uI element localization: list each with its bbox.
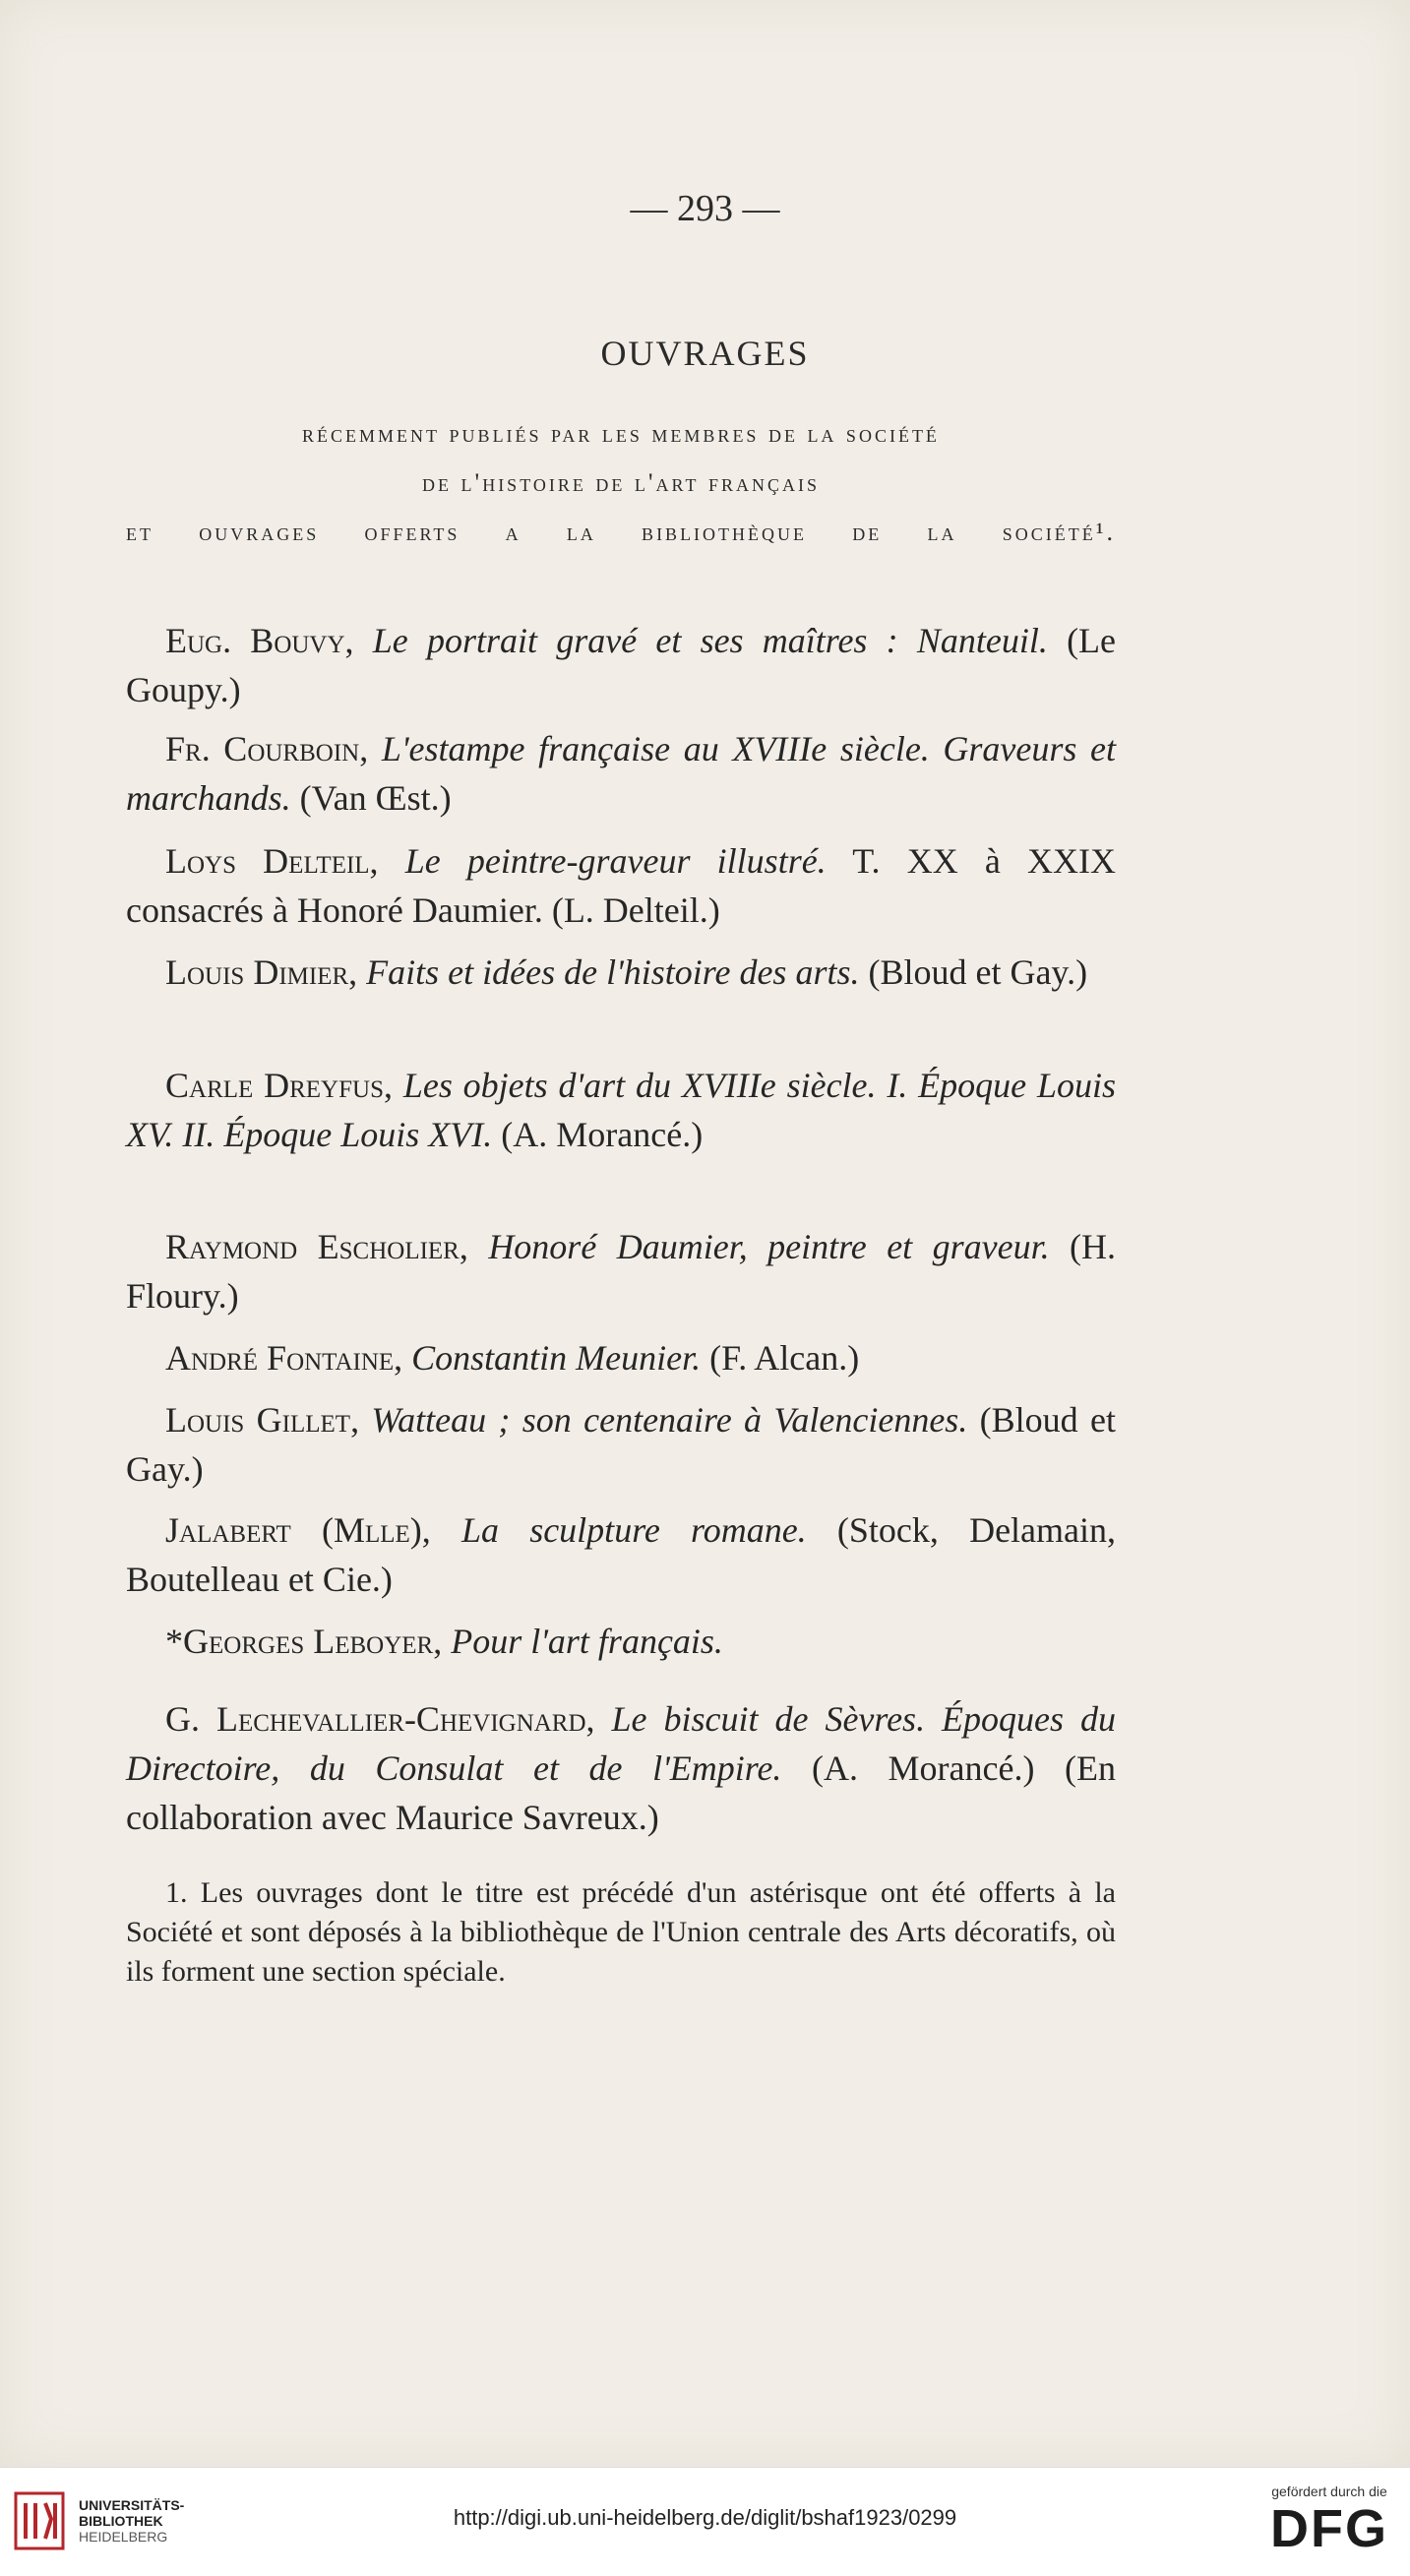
entry-author: Eug. Bouvy,	[165, 621, 354, 660]
entry-title: Le biscuit de Sèvres. Époques du Directoire, du Consulat et de l'Empire.	[126, 1699, 1117, 1788]
entry-title: L'estampe française au XVIIIe siècle. Graveurs et marchands.	[126, 729, 1116, 818]
entry-author: Louis Dimier,	[165, 952, 358, 992]
entry-title: Honoré Daumier, peintre et graveur.	[488, 1227, 1050, 1266]
library-line-2: BIBLIOTHEK	[79, 2513, 163, 2529]
entry-title: Le peintre-graveur illustré.	[404, 841, 827, 881]
entry-title: Le portrait gravé et ses maîtres : Nanteuil.	[372, 621, 1048, 660]
dfg-logo: DFG	[1270, 2499, 1388, 2558]
entry	[126, 1395, 1116, 1494]
entry-title: Watteau ; son centenaire à Valenciennes.	[371, 1400, 968, 1440]
entry	[126, 724, 1116, 823]
entry-author: Carle Dreyfus,	[165, 1066, 393, 1105]
footnote: 1. Les ouvrages dont le titre est précédé d'un astérisque ont été offerts à la Société et sont déposés à la bibliothèque de l'Union centrale des Arts décoratifs, où ils forment une section spéciale.	[126, 1876, 1116, 1988]
entry-title: Les objets d'art du XVIIIe siècle. I. Époque Louis XV. II. Époque Louis XVI.	[126, 1066, 1117, 1154]
entry-title: Faits et idées de l'histoire des arts.	[366, 952, 860, 992]
page-number: — 293 —	[630, 188, 780, 229]
entry-publisher: (H. Floury.)	[126, 1227, 1117, 1316]
entry-publisher: (Le Goupy.)	[126, 621, 1117, 709]
entry-publisher: (Stock, Delamain, Boutelleau et Cie.)	[126, 1510, 1117, 1599]
library-line-1: UNIVERSITÄTS-	[79, 2497, 185, 2513]
entry-author: Jalabert (Mlle),	[165, 1510, 431, 1550]
entry-publisher: T. XX à XXIX consacrés à Honoré Daumier. (L. Delteil.)	[126, 841, 1117, 930]
entry	[126, 616, 1116, 714]
library-line-3: HEIDELBERG	[79, 2529, 168, 2545]
funder-caption: gefördert durch die	[1271, 2484, 1387, 2499]
entry	[126, 1694, 1116, 1842]
viewer-footer	[0, 2467, 1410, 2576]
entry-publisher: (Bloud et Gay.)	[868, 952, 1088, 992]
entry-author: Loys Delteil,	[165, 841, 379, 881]
subtitle-line-3: et ouvrages offerts a la bibliothèque de la société¹.	[126, 518, 1116, 546]
entry-author: Raymond Escholier,	[165, 1227, 468, 1266]
page-title: OUVRAGES	[600, 334, 810, 373]
entry-author: *Georges Leboyer,	[165, 1622, 443, 1661]
entry	[126, 1505, 1116, 1604]
entry-publisher: (Bloud et Gay.)	[126, 1400, 1116, 1489]
funder-block	[1270, 2484, 1388, 2558]
entry	[126, 948, 1116, 997]
entry-publisher: (A. Morancé.) (En collaboration avec Maurice Savreux.)	[126, 1748, 1116, 1837]
entry-publisher: (F. Alcan.)	[709, 1338, 860, 1378]
entry	[126, 1617, 1116, 1666]
entry	[126, 1333, 1116, 1382]
entry-author: André Fontaine,	[165, 1338, 403, 1378]
entry	[126, 836, 1116, 935]
entry	[126, 1061, 1116, 1159]
entry-title: Pour l'art français.	[451, 1622, 723, 1661]
entry-publisher: (A. Morancé.)	[501, 1115, 704, 1154]
permalink-url[interactable]: http://digi.ub.uni-heidelberg.de/diglit/bshaf1923/0299	[453, 2505, 957, 2530]
entry-publisher: (Van Œst.)	[299, 778, 452, 818]
entry-title: La sculpture romane.	[460, 1510, 807, 1550]
entry	[126, 1222, 1116, 1320]
entry-author: G. Lechevallier-Chevignard,	[165, 1699, 595, 1739]
entry-author: Louis Gillet,	[165, 1400, 360, 1440]
subtitle-line-2: de l'histoire de l'art français	[422, 468, 820, 497]
subtitle-line-1: récemment publiés par les membres de la société	[302, 419, 940, 448]
entry-author: Fr. Courboin,	[165, 729, 369, 768]
entry-title: Constantin Meunier.	[411, 1338, 702, 1378]
